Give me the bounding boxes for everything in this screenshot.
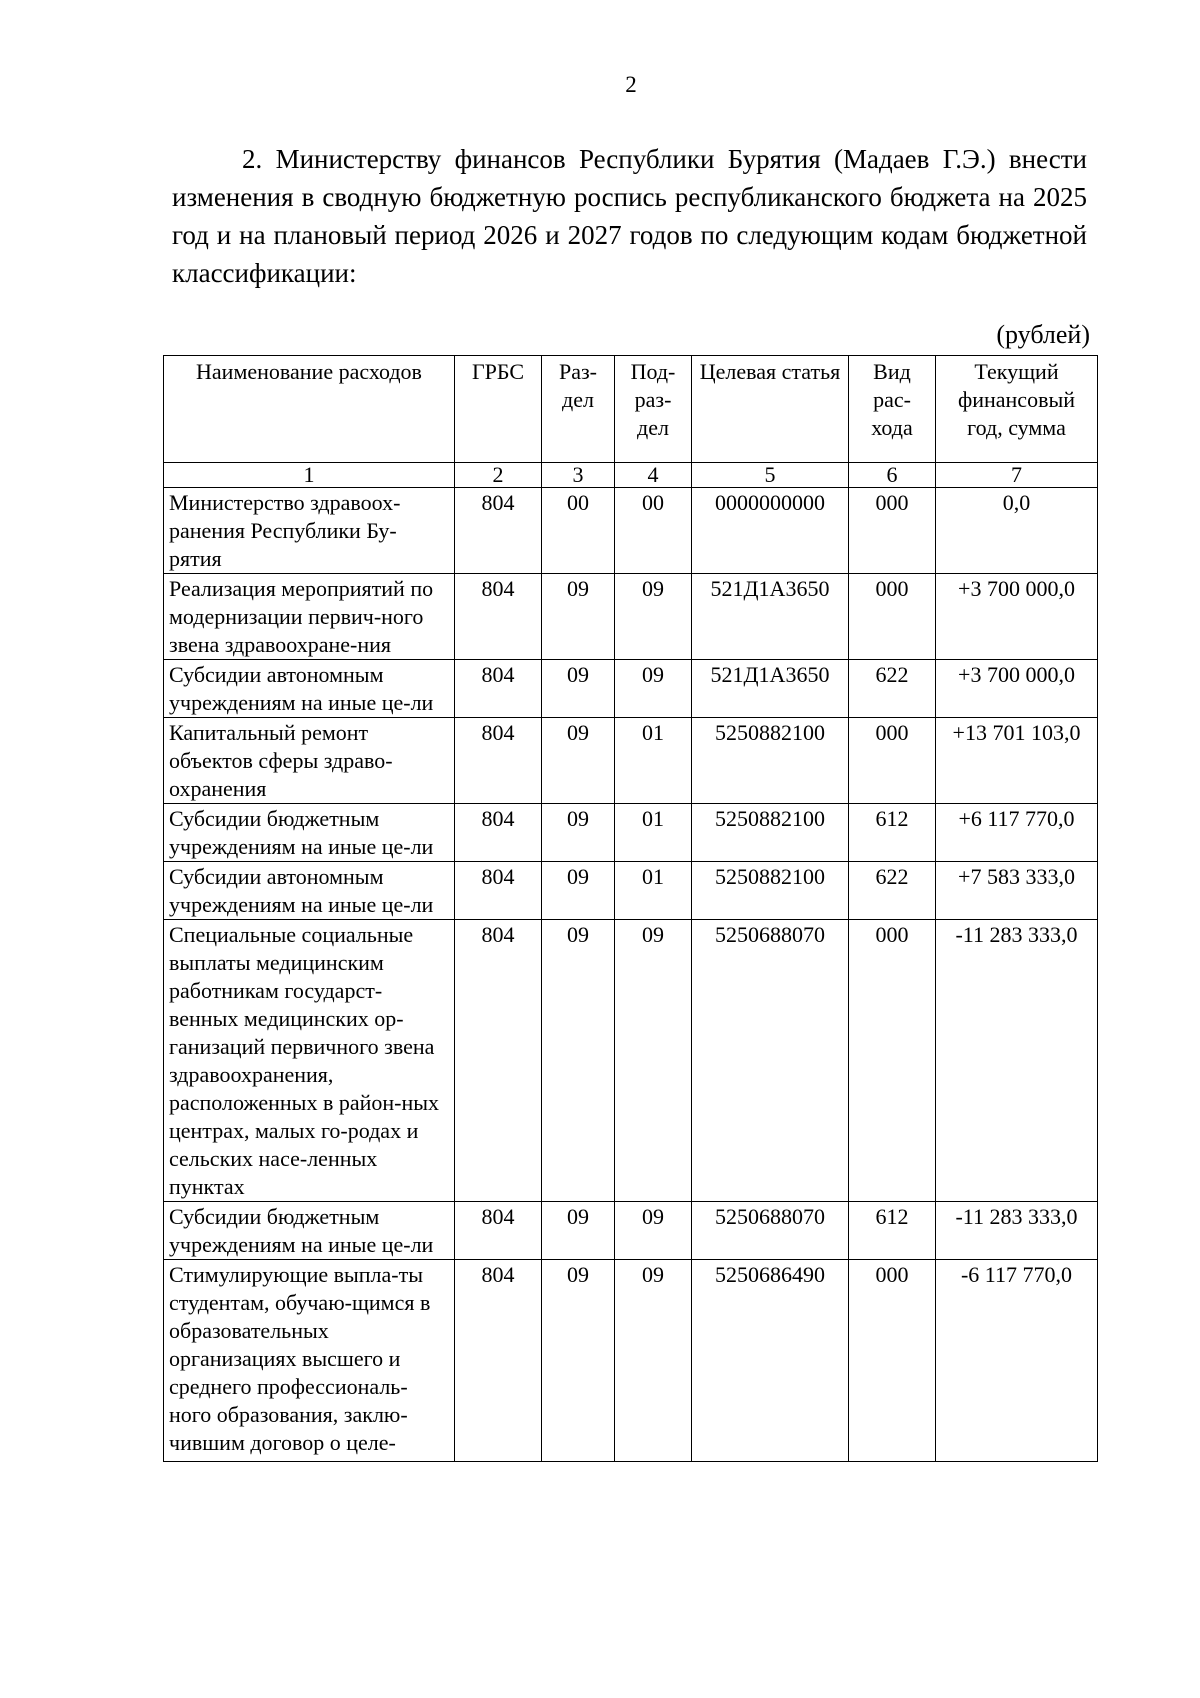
table-row: [164, 660, 1098, 718]
expense-type-cell: 000: [849, 718, 936, 804]
expense-name-cell: Стимулирующие выпла-ты студентам, обучаю-щимся в образовательных организациях высшего и среднего профессиональ-ного образования, заклю-чившим договор о целе-: [164, 1260, 455, 1462]
expense-type-cell: 622: [849, 862, 936, 920]
expense-type-cell: 000: [849, 920, 936, 1202]
target-article-cell: 5250688070: [692, 920, 849, 1202]
page-number: 2: [625, 72, 637, 97]
podrazdel-cell: 09: [615, 920, 692, 1202]
grbs-cell: 804: [455, 488, 542, 574]
target-article-cell: 5250882100: [692, 804, 849, 862]
podrazdel-cell: 09: [615, 574, 692, 660]
podrazdel-cell: 09: [615, 1202, 692, 1260]
column-number-row: [164, 463, 1098, 488]
grbs-cell: 804: [455, 1202, 542, 1260]
column-number: 3: [542, 463, 615, 488]
expense-name-cell: Реализация мероприятий по модернизации первич-ного звена здравоохране-ния: [164, 574, 455, 660]
amount-cell: +3 700 000,0: [936, 574, 1098, 660]
table-row: [164, 862, 1098, 920]
amount-cell: 0,0: [936, 488, 1098, 574]
column-number: 2: [455, 463, 542, 488]
amount-cell: +3 700 000,0: [936, 660, 1098, 718]
razdel-cell: 09: [542, 1260, 615, 1462]
expense-type-cell: 000: [849, 488, 936, 574]
table-row: [164, 574, 1098, 660]
grbs-cell: 804: [455, 920, 542, 1202]
target-article-cell: 521Д1А3650: [692, 660, 849, 718]
expense-type-cell: 612: [849, 1202, 936, 1260]
table-row: [164, 920, 1098, 1202]
podrazdel-cell: 00: [615, 488, 692, 574]
column-number: 7: [936, 463, 1098, 488]
header-razdel: Раз-дел: [542, 356, 615, 463]
amount-cell: +13 701 103,0: [936, 718, 1098, 804]
header-target: Целевая статья: [692, 356, 849, 463]
razdel-cell: 09: [542, 660, 615, 718]
expense-type-cell: 000: [849, 574, 936, 660]
expense-type-cell: 612: [849, 804, 936, 862]
razdel-cell: 09: [542, 804, 615, 862]
grbs-cell: 804: [455, 1260, 542, 1462]
razdel-cell: 09: [542, 574, 615, 660]
expense-name-cell: Министерство здравоох-ранения Республики Бу-рятия: [164, 488, 455, 574]
table-row: [164, 718, 1098, 804]
header-sum: Текущий финансовый год, сумма: [936, 356, 1098, 463]
podrazdel-cell: 09: [615, 660, 692, 718]
target-article-cell: 5250688070: [692, 1202, 849, 1260]
podrazdel-cell: 01: [615, 804, 692, 862]
amount-cell: -11 283 333,0: [936, 920, 1098, 1202]
amount-cell: +7 583 333,0: [936, 862, 1098, 920]
grbs-cell: 804: [455, 660, 542, 718]
table-row: [164, 1260, 1098, 1462]
target-article-cell: 521Д1А3650: [692, 574, 849, 660]
expense-name-cell: Субсидии автономным учреждениям на иные це-ли: [164, 660, 455, 718]
expense-type-cell: 000: [849, 1260, 936, 1462]
header-row: [164, 356, 1098, 463]
units-label: (рублей): [996, 320, 1090, 349]
column-number: 6: [849, 463, 936, 488]
razdel-cell: 00: [542, 488, 615, 574]
expense-name-cell: Субсидии бюджетным учреждениям на иные це-ли: [164, 804, 455, 862]
expense-type-cell: 622: [849, 660, 936, 718]
amount-cell: -11 283 333,0: [936, 1202, 1098, 1260]
podrazdel-cell: 09: [615, 1260, 692, 1462]
target-article-cell: 0000000000: [692, 488, 849, 574]
header-podrazdel: Под-раз-дел: [615, 356, 692, 463]
expense-name-cell: Капитальный ремонт объектов сферы здраво-охранения: [164, 718, 455, 804]
amount-cell: +6 117 770,0: [936, 804, 1098, 862]
grbs-cell: 804: [455, 804, 542, 862]
table-row: [164, 488, 1098, 574]
header-grbs: ГРБС: [455, 356, 542, 463]
target-article-cell: 5250882100: [692, 862, 849, 920]
target-article-cell: 5250882100: [692, 718, 849, 804]
column-number: 1: [164, 463, 455, 488]
grbs-cell: 804: [455, 574, 542, 660]
instruction-paragraph: 2. Министерству финансов Республики Бурятия (Мадаев Г.Э.) внести изменения в сводную бюджетную роспись республиканского бюджета на 2025 год и на плановый период 2026 и 2027 годов по следующим кодам бюджетной классификации:: [172, 144, 1087, 288]
expense-name-cell: Специальные социальные выплаты медицинским работникам государст-венных медицинских ор-ганизаций первичного звена здравоохранения, расположенных в район-ных центрах, малых го-родах и сельских насе-ленных пунктах: [164, 920, 455, 1202]
column-number: 4: [615, 463, 692, 488]
header-name: Наименование расходов: [164, 356, 455, 463]
column-number: 5: [692, 463, 849, 488]
expense-name-cell: Субсидии бюджетным учреждениям на иные це-ли: [164, 1202, 455, 1260]
podrazdel-cell: 01: [615, 718, 692, 804]
razdel-cell: 09: [542, 920, 615, 1202]
target-article-cell: 5250686490: [692, 1260, 849, 1462]
expense-name-cell: Субсидии автономным учреждениям на иные це-ли: [164, 862, 455, 920]
razdel-cell: 09: [542, 862, 615, 920]
grbs-cell: 804: [455, 862, 542, 920]
amount-cell: -6 117 770,0: [936, 1260, 1098, 1462]
razdel-cell: 09: [542, 718, 615, 804]
budget-table: [163, 355, 1098, 1462]
razdel-cell: 09: [542, 1202, 615, 1260]
table-row: [164, 804, 1098, 862]
podrazdel-cell: 01: [615, 862, 692, 920]
table-row: [164, 1202, 1098, 1260]
header-vid: Вид рас-хода: [849, 356, 936, 463]
grbs-cell: 804: [455, 718, 542, 804]
